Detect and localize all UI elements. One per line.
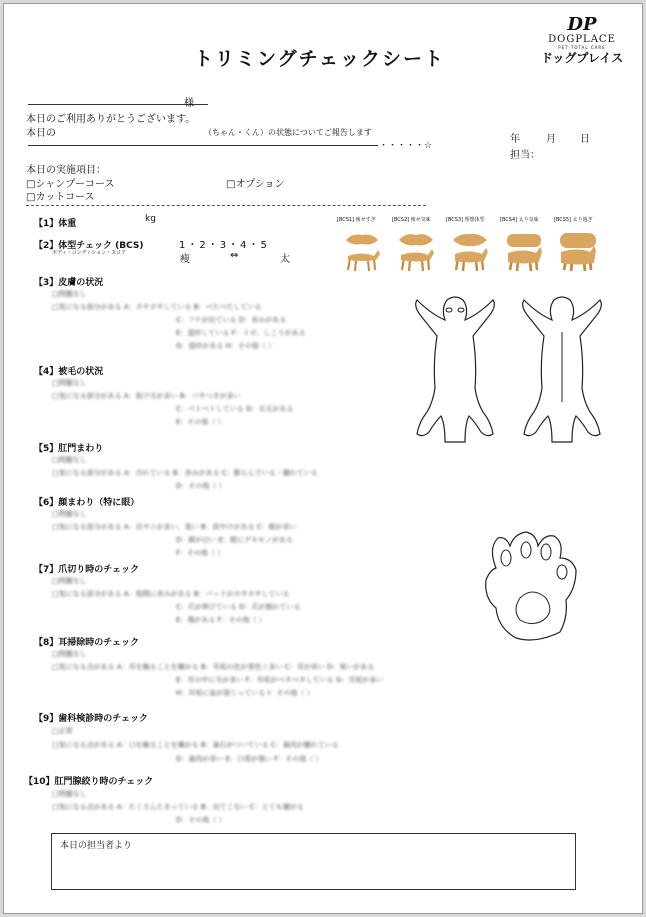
section-dental-line-3: D：歯肉が赤い E：口臭が強い F：その他（ ） — [176, 755, 323, 763]
section-anus-line-1: □問題なし — [52, 456, 87, 464]
logo-mark: DP — [567, 14, 597, 35]
weight-unit: kg — [145, 214, 156, 224]
section-skin-label: 【3】皮膚の状況 — [34, 278, 104, 288]
bcs3-dog-image — [450, 230, 490, 274]
section-anal-gland-line-1: □問題なし — [52, 790, 87, 798]
section-anus-label: 【5】肛門まわり — [34, 444, 104, 454]
bcs-level-2: [BCS2] 痩せ気味 — [392, 217, 431, 223]
section-skin-line-2: □気になる部分がある A：カサカサしている B：べたべたしている — [52, 303, 262, 311]
items-heading: 本日の実施項目： — [26, 165, 106, 176]
section-anus-line-3: D：その他（ ） — [176, 482, 226, 490]
section-anal-gland-line-2: □気になる点がある A：たくさんたまっている B：出てこない C：とても嫌がる — [52, 803, 304, 811]
dog-back-body-diagram — [516, 292, 608, 447]
section-ear-line-3: E：耳の中に毛が多い F：耳垢がベタベタしている G：耳垢が多い — [176, 676, 384, 684]
date-month: 月 — [546, 134, 556, 145]
section-ear-label: 【8】耳掃除時のチェック — [34, 638, 139, 648]
section-anal-gland-line-3: D：その他（ ） — [176, 816, 226, 824]
section-coat-line-3: C：ベトベトしている D：毛玉がある — [176, 405, 294, 413]
section-skin-line-3: C：フケが出ている D：赤みがある — [176, 316, 287, 324]
sama-label: 様 — [184, 98, 194, 109]
bcs-arrow: ⇔ — [230, 250, 239, 261]
page-title: トリミングチェックシート — [194, 48, 446, 70]
section-nail-line-3: C：爪が伸びている D：爪が割れている — [176, 603, 301, 611]
section-face-line-3: D：眼が白い E：眼にデキモノがある — [176, 536, 293, 544]
section-coat-line-1: □問題なし — [52, 379, 87, 387]
section-nail-line-4: E：傷がある F：その他（ ） — [176, 616, 266, 624]
section-ear-line-1: □問題なし — [52, 650, 87, 658]
section-coat-line-4: E：その他（ ） — [176, 418, 225, 426]
shampoo-course-checkbox[interactable]: □シャンプーコース — [26, 179, 115, 190]
bcs-fat: 太 — [280, 254, 290, 265]
paw-diagram — [476, 528, 588, 643]
section-anal-gland-label: 【10】肛門腺絞り時のチェック — [24, 777, 154, 787]
section-face-line-1: □問題なし — [52, 510, 87, 518]
section-nail-line-2: □気になる部分がある A：指間に赤みがある B：パッドがカサカサしている — [52, 590, 290, 598]
section-skin-line-5: G：湿疹がある H：その他（ ） — [176, 342, 276, 350]
bcs-label: 【2】体型チェック (BCS) — [34, 241, 144, 251]
section-dental-label: 【9】歯科検診時のチェック — [34, 714, 148, 724]
weight-label: 【1】体重 — [34, 219, 77, 229]
bcs-sub: ボディ・コンディション・スコア — [52, 250, 127, 256]
staff-comment-label: 本日の担当者より — [60, 841, 133, 851]
bcs-level-1: [BCS1] 痩せすぎ — [337, 217, 376, 223]
section-face-line-4: F：その他（ ） — [176, 549, 225, 557]
bcs-level-3: [BCS3] 理想体型 — [446, 217, 485, 223]
section-ear-line-2: □気になる点がある A：耳を触ることを嫌がる B：耳垢の色が茶色く多い C：耳が赤い D：臭いがある — [52, 663, 375, 671]
bcs-scale: 1・2・3・4・5 — [179, 240, 269, 251]
section-nail-line-1: □問題なし — [52, 577, 87, 585]
logo-japanese: ドッグプレイス — [540, 51, 624, 65]
bcs5-dog-image — [558, 230, 598, 274]
divider — [26, 205, 426, 206]
section-face-label: 【6】顔まわり（特に眼） — [34, 498, 140, 508]
thanks-text: 本日のご利用ありがとうございます。 — [26, 114, 196, 125]
section-coat-line-2: □気になる部分がある A：抜け毛が多い B：パサつきが多い — [52, 392, 241, 400]
section-anus-line-2: □気になる部分がある A：汚れている B：赤みがある C：膨らんでいる・腫れている — [52, 469, 318, 477]
bcs4-dog-image — [504, 230, 544, 274]
bcs-thin: 痩 — [180, 254, 190, 265]
section-dental-line-1: □正常 — [52, 727, 73, 735]
check-sheet-page — [3, 3, 643, 914]
honjitsu-label: 本日の — [26, 128, 56, 139]
section-nail-label: 【7】爪切り時のチェック — [34, 565, 139, 575]
name-underline — [28, 104, 208, 105]
bcs-level-4: [BCS4] 太り気味 — [500, 217, 539, 223]
chan-kun-text: （ちゃん・くん）の状態についてご報告します — [204, 128, 372, 137]
staff-label: 担当： — [510, 150, 540, 161]
section-skin-line-1: □問題なし — [52, 290, 87, 298]
date-day: 日 — [580, 134, 590, 145]
bcs-level-5: [BCS5] 太り過ぎ — [554, 217, 593, 223]
option-checkbox[interactable]: □オプション — [226, 179, 285, 190]
section-coat-label: 【4】被毛の状況 — [34, 367, 104, 377]
bcs1-dog-image — [342, 230, 382, 274]
section-ear-line-4: H：耳垢に血が混じっている I：その他（ ） — [176, 689, 314, 697]
section-skin-line-4: E：湿疹している F：イボ、しこりがある — [176, 329, 306, 337]
pet-name-underline — [28, 145, 378, 146]
logo-subtitle: PET TOTAL CARE — [558, 45, 606, 50]
star-mark: ・・・・・☆ — [379, 141, 433, 151]
logo-english: DOGPLACE — [548, 34, 616, 45]
cut-course-checkbox[interactable]: □カットコース — [26, 192, 95, 203]
date-year: 年 — [510, 134, 520, 145]
section-face-line-2: □気になる部分がある A：目ヤニが多い、臭い B：涙やけがある C：眼が赤い — [52, 523, 297, 531]
bcs2-dog-image — [396, 230, 436, 274]
brand-logo — [532, 16, 632, 65]
dog-front-body-diagram — [409, 292, 501, 447]
staff-comment-box[interactable] — [51, 833, 576, 890]
section-dental-line-2: □気になる点がある A：口を触ることを嫌がる B：歯石がついている C：歯肉が腫れている — [52, 741, 339, 749]
